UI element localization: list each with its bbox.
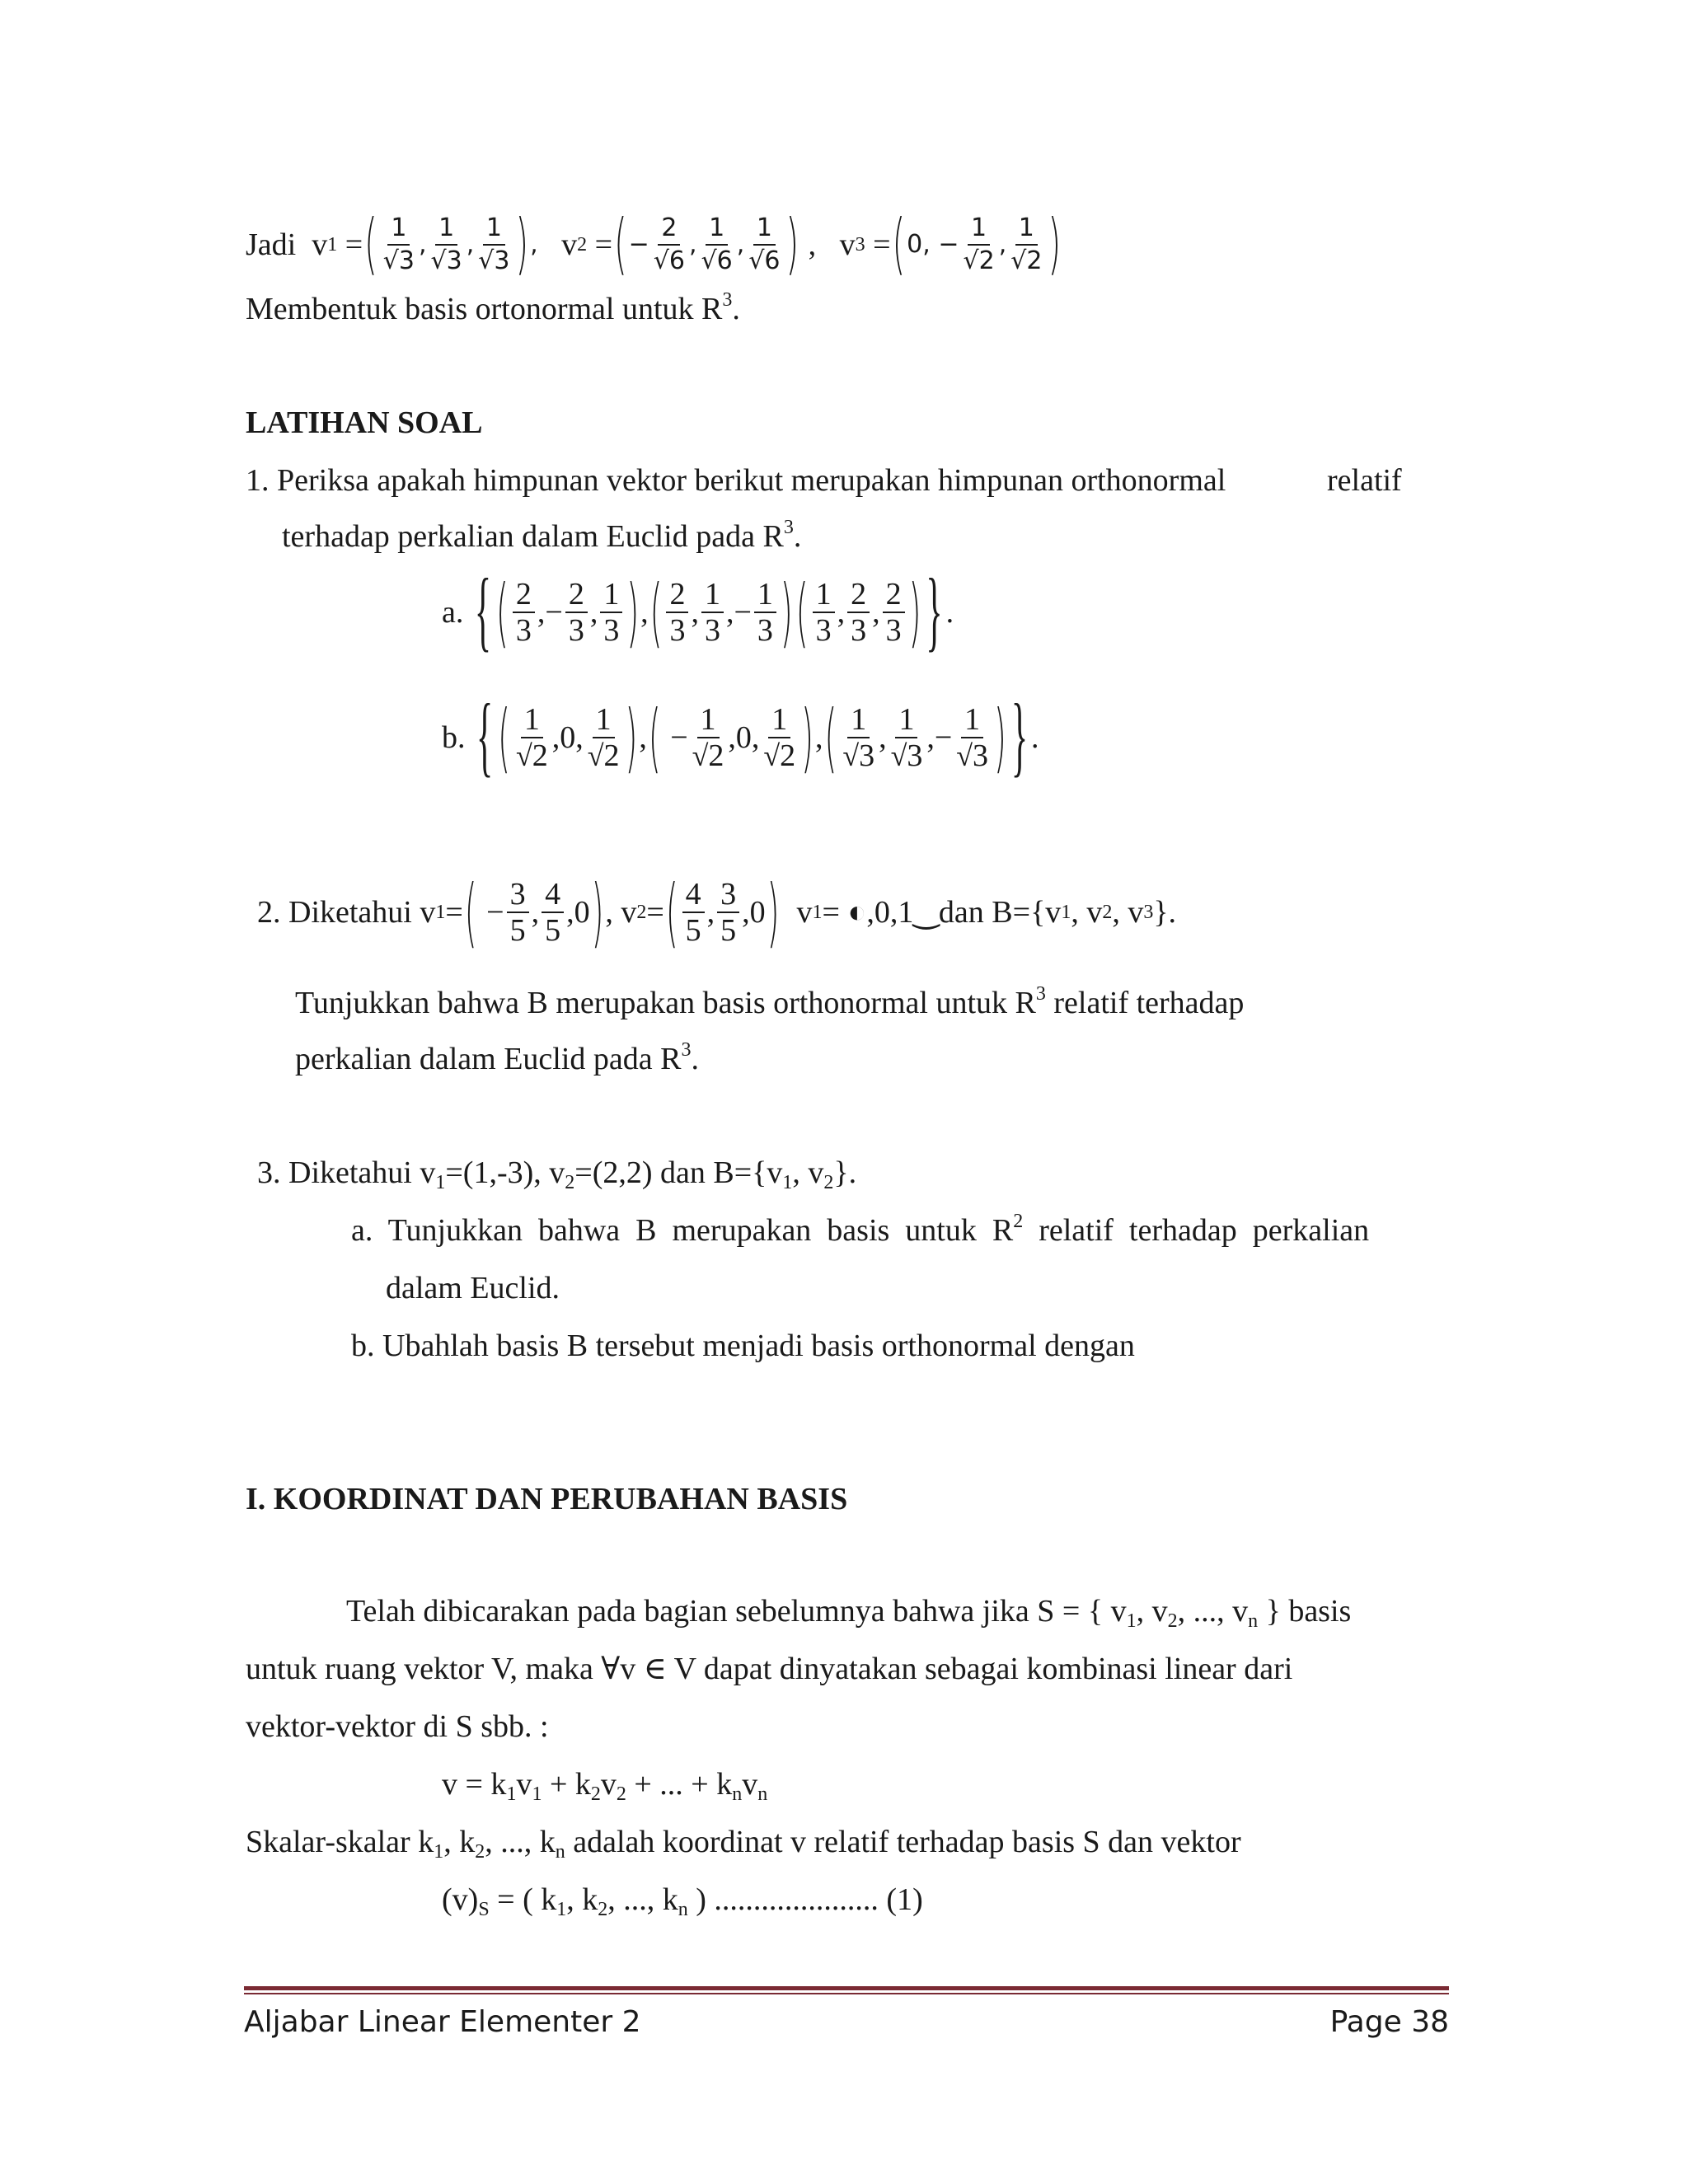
v3-vector: ( 0 , − $\frac{1}{√2}$ , 1 √2 ): [892, 207, 1062, 283]
q1-line1: 1. Periksa apakah himpunan vektor berikut merupakan himpunan orthonormal: [246, 463, 1226, 498]
section-heading: I. KOORDINAT DAN PERUBAHAN BASIS: [246, 1482, 848, 1516]
para-line2: untuk ruang vektor V, maka ∀v ∈ V dapat dinyatakan sebagai kombinasi linear dari: [246, 1652, 1293, 1686]
coordinate-vector-equation: $(v)_S$ = ( $k_1$, $k_2$, ..., $k_n$ ) ..................... (1): [442, 1882, 923, 1920]
linear-combination-equation: $v = k_1v_1 + k_2v_2$ + ... + $k_nv_n$: [442, 1767, 768, 1805]
q1-line2: terhadap perkalian dalam Euclid pada $R^3$.: [282, 517, 802, 554]
q2-line2: Tunjukkan bahwa B merupakan basis orthonormal untuk $R^3$ relatif terhadap: [295, 983, 1245, 1020]
jadi-line: Jadi v 1 = ( 1 √3 , 1 √3 , 1 √3 ) , v 2 = ( − $\frac{2}{√6}$ , 1 √6 , 1 √6 ) , v 3 = ( 0 , − $\frac{1}{√2}$ , 1 √2 ): [246, 207, 1062, 283]
q1-option-a: a. { ( 2 3 , − $\frac{2}{3}$ , 1 3 ) , ( 2 3 , 1 3 , − $\frac{1}{3}$ ) ( 1 3 , 2 3 , 2 3 ) } .: [442, 563, 954, 662]
q1-option-b: b. { ( 1 √2 , 0 , 1 √2 ) , ( − $\frac{1}{√2}$ , 0 , 1 √2 ) , ( 1 √3 , 1 √3 , − $\frac{1}{√3}$ ) } .: [442, 688, 1039, 787]
membentuk-line: Membentuk basis ortonormal untuk $R^3$.: [246, 289, 740, 326]
v2-vector: ( − $\frac{2}{√6}$ , 1 √6 , 1 √6 ): [614, 207, 799, 283]
jadi-prefix: Jadi: [246, 227, 297, 262]
footer-rule: [244, 1986, 1449, 1994]
page-number: Page 38: [1329, 2005, 1449, 2039]
q2-line1: 2. Diketahui v 1 = ( − $\frac{3}{5}$ , 4 5 , 0 ) , v 2 = ( 4 5 , 3 5 , 0 ) v 1 = ◐,0,1‿ dan B={v 1 , v 2 , v 3 }.: [257, 869, 1177, 956]
para-line5: Skalar-skalar $k_1$, $k_2$, ..., $k_n$ adalah koordinat v relatif terhadap basis S dan vektor: [246, 1825, 1241, 1863]
q2-line3: perkalian dalam Euclid pada $R^3$.: [295, 1039, 699, 1076]
footer-title: Aljabar Linear Elementer 2: [244, 2005, 641, 2039]
q3-a-line2: dalam Euclid.: [386, 1271, 560, 1305]
para-line1: Telah dibicarakan pada bagian sebelumnya bahwa jika S = { $v_1$, $v_2$, ..., $v_n$ } basis: [346, 1594, 1352, 1632]
para-line3: vektor-vektor di S sbb. :: [246, 1709, 549, 1744]
q1-line1-end: relatif: [1327, 463, 1402, 498]
q3-a-line1: a. Tunjukkan bahwa B merupakan basis untuk $R^2$ relatif terhadap perkalian: [351, 1211, 1370, 1248]
q3-line1: 3. Diketahui $v_1=(1,-3)$, $v_2=(2,2)$ dan $B=\{v_1$, $v_2$}.: [257, 1155, 857, 1193]
v1-vector: ( 1 √3 , 1 √3 , 1 √3 ) ,: [364, 207, 538, 283]
latihan-heading: LATIHAN SOAL: [246, 405, 483, 440]
q3-b-line: b. Ubahlah basis B tersebut menjadi basis orthonormal dengan: [351, 1329, 1135, 1363]
